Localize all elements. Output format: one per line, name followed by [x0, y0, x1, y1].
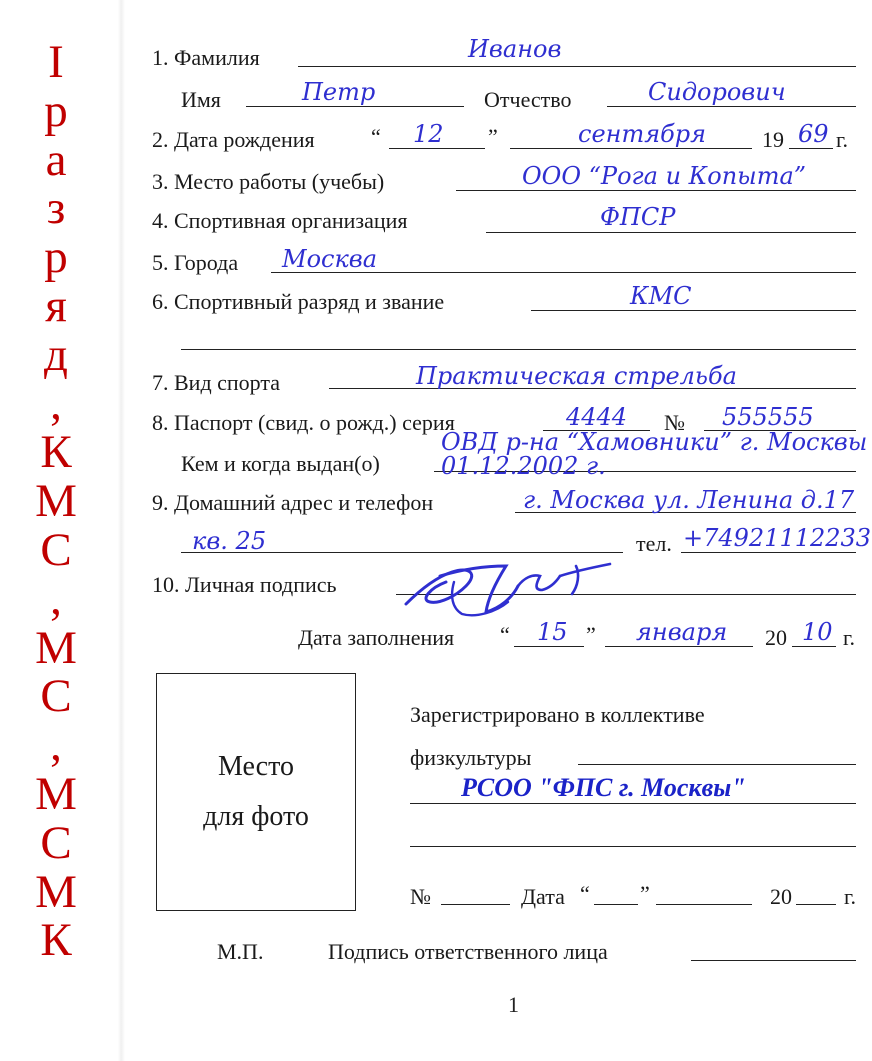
birth-month-value: сентября — [578, 120, 707, 148]
registration-close-quote: ” — [640, 881, 650, 906]
signature-label: 10. Личная подпись — [152, 572, 337, 597]
registration-year-suffix: г. — [844, 884, 857, 909]
fill-year-line — [792, 646, 836, 647]
fill-month-line — [605, 646, 753, 647]
surname-label: 1. Фамилия — [152, 45, 260, 70]
rank-annotation-char: , — [50, 719, 62, 772]
issued-by-value: ОВД р-на “Хамовники” г. Москвы — [441, 428, 868, 456]
org-value: ФПСР — [600, 203, 676, 231]
rank-annotation — [14, 38, 98, 965]
birth-day-value: 12 — [413, 120, 444, 148]
fill-day-line — [514, 646, 584, 647]
rank-extra-line — [181, 349, 856, 350]
rank-annotation-char: а — [45, 133, 67, 186]
official-signature-label: Подпись ответственного лица — [328, 939, 608, 964]
registration-year-prefix: 20 — [770, 884, 792, 909]
rank-annotation-char: , — [50, 377, 62, 430]
rank-annotation-char: К — [40, 426, 72, 479]
name-line — [246, 106, 464, 107]
registration-day-line — [594, 904, 638, 905]
photo-text-line-1: Место — [218, 751, 294, 782]
fill-year-suffix: г. — [843, 625, 856, 650]
name-label: Имя — [181, 87, 221, 112]
registration-number-line — [441, 904, 510, 905]
city-label: 5. Города — [152, 250, 239, 275]
registration-number-sign: № — [410, 884, 431, 909]
rank-annotation-char: з — [46, 182, 66, 235]
sport-value: Практическая стрельба — [416, 362, 737, 390]
phone-line — [681, 552, 856, 553]
birth-open-quote: “ — [371, 124, 381, 149]
rank-line — [531, 310, 856, 311]
name-value: Петр — [302, 78, 376, 106]
fill-day-value: 15 — [537, 618, 568, 646]
club-line-2 — [410, 803, 856, 804]
registration-date-label: Дата — [521, 884, 565, 909]
page-fold-shadow — [118, 0, 125, 1061]
issued-label: Кем и когда выдан(о) — [181, 451, 380, 476]
rank-annotation-char: С — [40, 816, 72, 869]
club-stamp-value: РСОО "ФПС г. Москвы" — [461, 773, 746, 802]
birth-year-line — [789, 148, 833, 149]
work-line — [456, 190, 856, 191]
rank-annotation-char: С — [40, 670, 72, 723]
patronymic-line — [607, 106, 856, 107]
birth-month-line — [510, 148, 752, 149]
seal-label: М.П. — [217, 939, 264, 964]
rank-annotation-char: М — [35, 621, 77, 674]
phone-label: тел. — [636, 531, 672, 556]
registration-label-1: Зарегистрировано в коллективе — [410, 702, 705, 727]
rank-annotation-char: р — [44, 84, 68, 137]
rank-annotation-char: I — [48, 36, 64, 88]
rank-annotation-char: М — [35, 865, 77, 918]
registration-year-line — [796, 904, 836, 905]
patronymic-value: Сидорович — [648, 78, 786, 106]
rank-annotation-char: р — [44, 231, 68, 284]
rank-annotation-char: д — [44, 328, 68, 381]
fill-date-label: Дата заполнения — [298, 625, 455, 650]
registration-open-quote: “ — [580, 881, 590, 906]
rank-label: 6. Спортивный разряд и звание — [152, 289, 445, 314]
org-label: 4. Спортивная организация — [152, 208, 408, 233]
work-value: ООО “Рога и Копыта” — [522, 162, 807, 190]
patronymic-label: Отчество — [484, 87, 572, 112]
passport-number-sign: № — [664, 410, 685, 435]
address-label: 9. Домашний адрес и телефон — [152, 490, 434, 515]
page-number: 1 — [508, 992, 519, 1017]
issued-date-value: 01.12.2002 г. — [441, 452, 606, 480]
rank-annotation-char: я — [45, 279, 67, 332]
passport-number-value: 555555 — [722, 403, 814, 431]
rank-value: КМС — [630, 282, 692, 310]
birth-label: 2. Дата рождения — [152, 127, 315, 152]
passport-series-value: 4444 — [566, 403, 628, 431]
handwritten-signature — [400, 552, 615, 620]
birth-day-line — [389, 148, 485, 149]
photo-placeholder — [156, 673, 356, 911]
address-value-2: кв. 25 — [192, 527, 267, 555]
fill-close-quote: ” — [586, 622, 596, 647]
city-value: Москва — [282, 245, 378, 273]
photo-text-line-2: для фото — [203, 801, 309, 832]
rank-annotation-char: М — [35, 767, 77, 820]
address-value-1: г. Москва ул. Ленина д.17 — [523, 486, 855, 514]
phone-value: +74921112233 — [683, 524, 872, 552]
fill-open-quote: “ — [500, 622, 510, 647]
rank-annotation-char: , — [50, 572, 62, 625]
fill-year-value: 10 — [802, 618, 833, 646]
club-line-1 — [578, 764, 856, 765]
surname-value: Иванов — [468, 35, 562, 63]
fill-year-prefix: 20 — [765, 625, 787, 650]
rank-annotation-char: М — [35, 475, 77, 528]
fill-month-value: января — [636, 618, 728, 646]
birth-year-suffix: г. — [836, 127, 849, 152]
registration-label-2: физкультуры — [410, 745, 532, 770]
rank-annotation-char: К — [40, 914, 72, 967]
surname-line — [298, 66, 856, 67]
sport-label: 7. Вид спорта — [152, 370, 281, 395]
official-signature-line — [691, 960, 856, 961]
work-label: 3. Место работы (учебы) — [152, 169, 385, 194]
rank-annotation-char: С — [40, 523, 72, 576]
birth-year-prefix: 19 — [762, 127, 784, 152]
org-line — [486, 232, 856, 233]
club-line-3 — [410, 846, 856, 847]
birth-close-quote: ” — [488, 124, 498, 149]
registration-month-line — [656, 904, 752, 905]
passport-label: 8. Паспорт (свид. о рожд.) серия — [152, 410, 455, 435]
birth-year-value: 69 — [798, 120, 829, 148]
